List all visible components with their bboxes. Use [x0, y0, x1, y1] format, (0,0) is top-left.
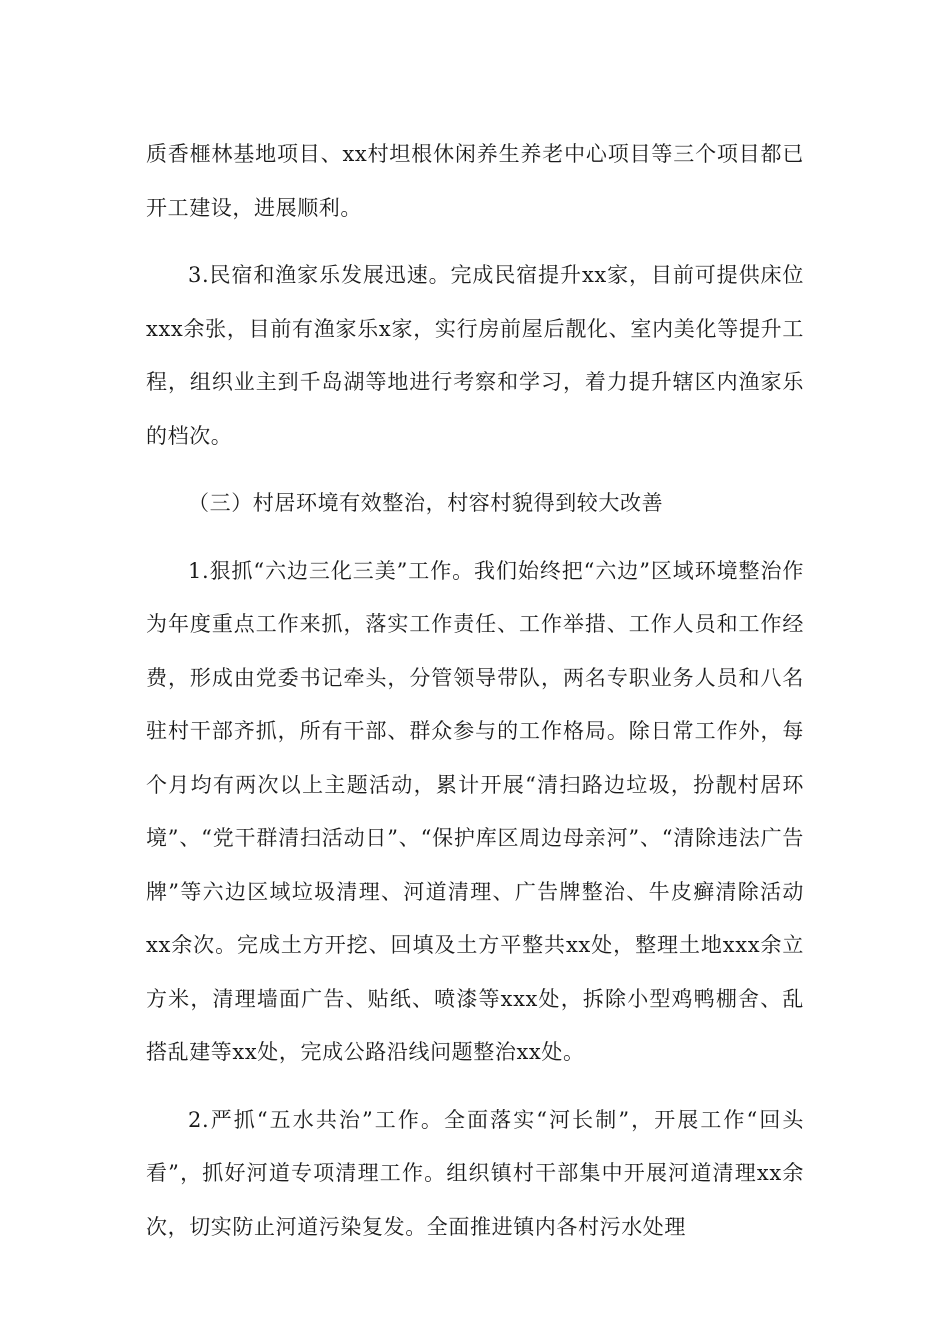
paragraph-gap	[146, 1080, 804, 1094]
paragraph-project-progress: 质香榧林基地项目、xx村坦根休闲养生养老中心项目等三个项目都已开工建设，进展顺利。	[146, 142, 804, 220]
paragraph-six-sides-work: 1.狠抓“六边三化三美”工作。我们始终把“六边”区域环境整治作为年度重点工作来抓，落实工作责任、工作举措、工作人员和工作经费，形成由党委书记牵头，分管领导带队，两名专职业务人员和八名驻村干部齐抓，所有干部、群众参与的工作格局。除日常工作外，每个月均有两次以上主题活动，累计开展“清扫路边垃圾，扮靓村居环境”、“党干群清扫活动日”、“保护库区周边母亲河”、“清除违法广告牌”等六边区域垃圾清理、河道清理、广告牌整治、牛皮癣清除活动xx余次。完成土方开挖、回填及土方平整共xx处，整理土地xxx余立方米，清理墙面广告、贴纸、喷漆等xxx处，拆除小型鸡鸭棚舍、乱搭乱建等xx处，完成公路沿线问题整治xx处。	[146, 558, 804, 1064]
paragraph-gap	[146, 463, 804, 477]
paragraph-homestay-development: 3.民宿和渔家乐发展迅速。完成民宿提升xx家，目前可提供床位xxx余张，目前有渔家乐x家，实行房前屋后靓化、室内美化等提升工程，组织业主到千岛湖等地进行考察和学习，着力提升辖区内渔家乐的档次。	[146, 263, 804, 448]
paragraph-five-water-work: 2.严抓“五水共治”工作。全面落实“河长制”，开展工作“回头看”，抓好河道专项清理工作。组织镇村干部集中开展河道清理xx余次，切实防止河道污染复发。全面推进镇内各村污水处理	[146, 1107, 804, 1239]
paragraph-gap	[146, 531, 804, 545]
paragraph-gap	[146, 235, 804, 249]
section-heading-environment: （三）村居环境有效整治，村容村貌得到较大改善	[188, 491, 664, 515]
document-body	[146, 128, 804, 1254]
